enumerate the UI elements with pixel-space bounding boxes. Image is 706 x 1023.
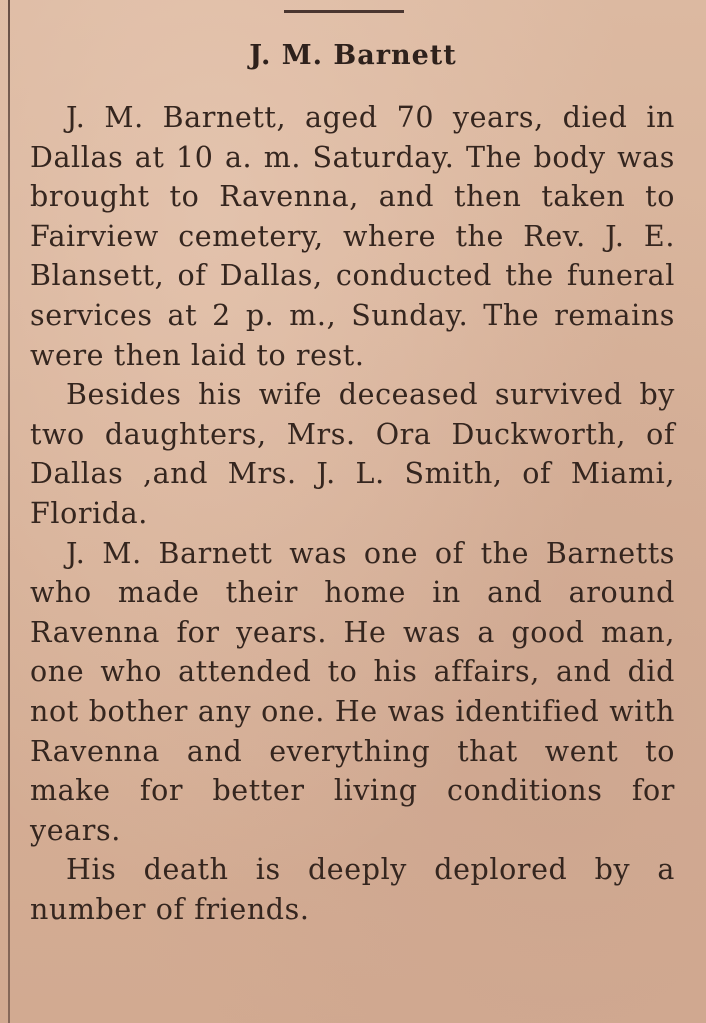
column-rule [8, 0, 10, 1023]
article-headline: J. M. Barnett [249, 40, 457, 71]
article-body [30, 98, 675, 929]
article-paragraph-3: J. M. Barnett was one of the Barnetts who made their home in and around Ravenna for years. He was a good man, one who attended to his affairs, and did not bother any one. He was identified with Ravenna and everything that went to make for better living conditions for years. [30, 536, 675, 847]
article-paragraph-1: J. M. Barnett, aged 70 years, died in Dallas at 10 a. m. Saturday. The body was brought to Ravenna, and then taken to Fairview cemetery, where the Rev. J. E. Blansett, of Dallas, conducted the funeral services at 2 p. m., Sunday. The remains were then laid to rest. [30, 101, 675, 372]
article-paragraph-2: Besides his wife deceased survived by two daughters, Mrs. Ora Duckworth, of Dallas ,and Mrs. J. L. Smith, of Miami, Florida. [30, 378, 675, 530]
article-paragraph-4: His death is deeply deplored by a number of friends. [30, 853, 675, 926]
header-rule [284, 10, 404, 13]
